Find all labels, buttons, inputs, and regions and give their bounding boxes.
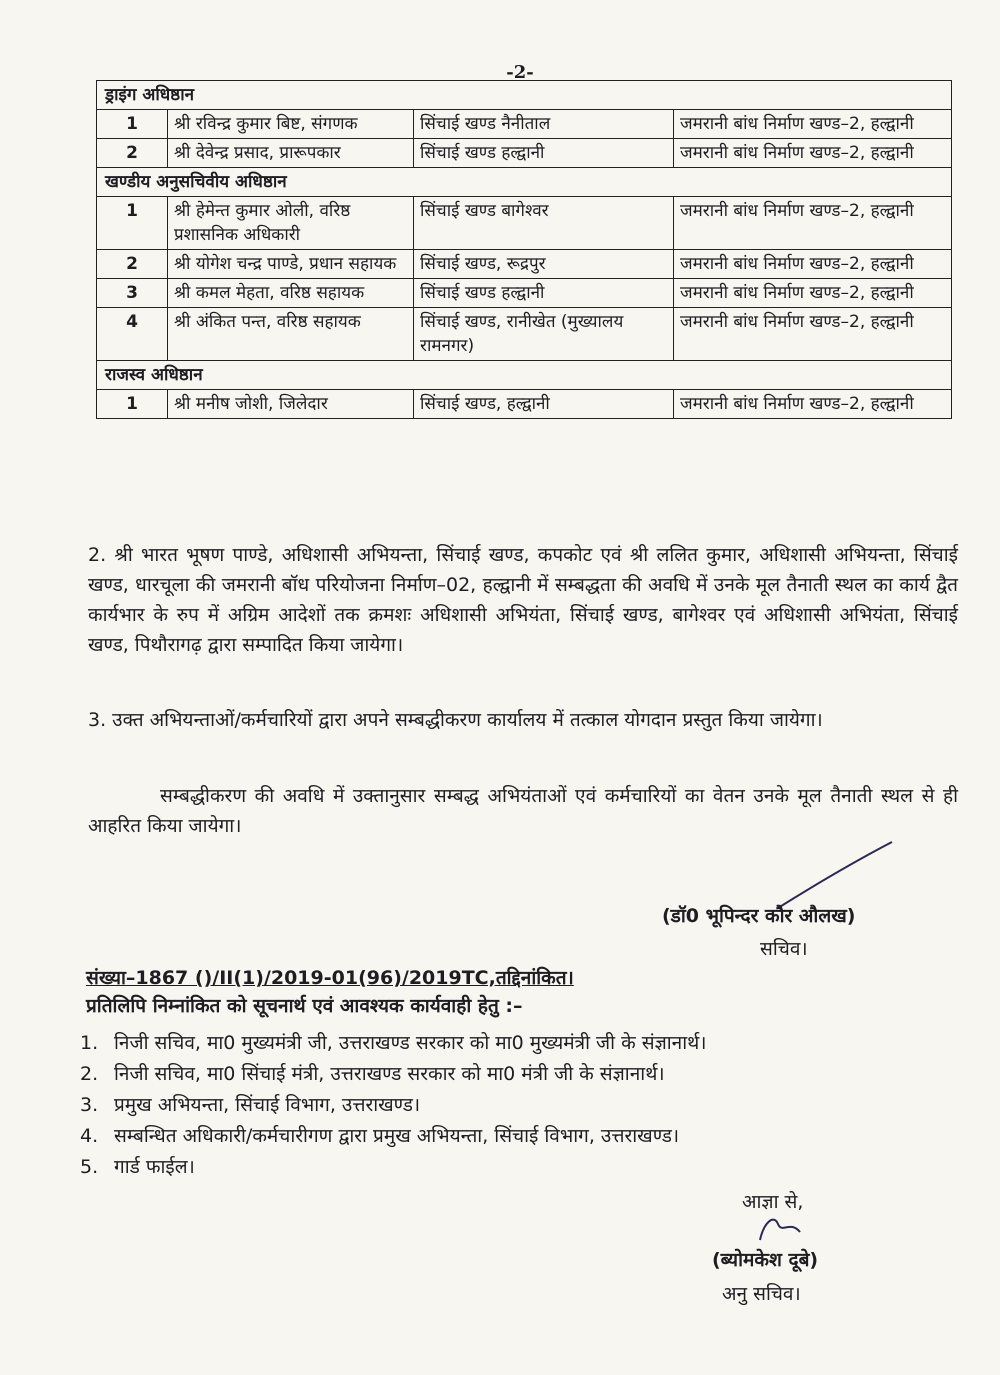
list-item-number: 5.	[80, 1156, 99, 1178]
reference-number: संख्या–1867 ()/II(1)/2019-01(96)/2019TC,तद्दिनांकित।	[86, 967, 574, 989]
list-item-number: 2.	[80, 1063, 99, 1085]
section-heading-row	[97, 81, 952, 110]
list-item-text: निजी सचिव, मा0 मुख्यमंत्री जी, उत्तराखण्ड सरकार को मा0 मुख्यमंत्री जी के संज्ञानार्थ।	[114, 1032, 707, 1054]
current-posting-cell: सिंचाई खण्ड हल्द्वानी	[414, 139, 674, 168]
serial-number-cell: 2	[97, 250, 168, 279]
serial-number-cell: 1	[97, 197, 168, 250]
section-heading-row	[97, 168, 952, 197]
attached-to-cell: जमरानी बांध निर्माण खण्ड–2, हल्द्वानी	[674, 110, 952, 139]
list-item-number: 3.	[80, 1094, 99, 1116]
serial-number-cell: 4	[97, 308, 168, 361]
undersecretary-title: अनु सचिव।	[722, 1283, 801, 1305]
list-item	[80, 1090, 940, 1121]
serial-number-cell: 2	[97, 139, 168, 168]
current-posting-cell: सिंचाई खण्ड, रूद्रपुर	[414, 250, 674, 279]
table-row	[97, 279, 952, 308]
signatory-title: सचिव।	[760, 938, 808, 960]
list-item-number: 4.	[80, 1125, 99, 1147]
serial-number-cell: 1	[97, 390, 168, 419]
list-item-text: गार्ड फाईल।	[114, 1156, 195, 1178]
attached-to-cell: जमरानी बांध निर्माण खण्ड–2, हल्द्वानी	[674, 308, 952, 361]
employee-name-cell: श्री रविन्द्र कुमार बिष्ट, संगणक	[168, 110, 414, 139]
list-item-text: सम्बन्धित अधिकारी/कर्मचारीगण द्वारा प्रमुख अभियन्ता, सिंचाई विभाग, उत्तराखण्ड।	[114, 1125, 680, 1147]
serial-number-cell: 1	[97, 110, 168, 139]
employee-name-cell: श्री अंकित पन्त, वरिष्ठ सहायक	[168, 308, 414, 361]
table-row	[97, 139, 952, 168]
initials-mark	[750, 1210, 810, 1245]
table-row	[97, 390, 952, 419]
paragraph-4: सम्बद्धीकरण की अवधि में उक्तानुसार सम्बद्ध अभियंताओं एवं कर्मचारियों का वेतन उनके मूल तैनाती स्थल से ही आहरित किया जायेगा।	[88, 785, 958, 837]
undersecretary-name: (ब्योमकेश दूबे)	[712, 1249, 819, 1271]
list-item	[80, 1152, 940, 1183]
attached-to-cell: जमरानी बांध निर्माण खण्ड–2, हल्द्वानी	[674, 250, 952, 279]
table-row	[97, 110, 952, 139]
table-row	[97, 308, 952, 361]
list-item-text: निजी सचिव, मा0 सिंचाई मंत्री, उत्तराखण्ड सरकार को मा0 मंत्री जी के संज्ञानार्थ।	[114, 1063, 665, 1085]
attached-to-cell: जमरानी बांध निर्माण खण्ड–2, हल्द्वानी	[674, 279, 952, 308]
allocation-table	[96, 80, 952, 419]
table-row	[97, 197, 952, 250]
copy-heading: प्रतिलिपि निम्नांकित को सूचनार्थ एवं आवश्यक कार्यवाही हेतु :–	[86, 995, 523, 1017]
current-posting-cell: सिंचाई खण्ड नैनीताल	[414, 110, 674, 139]
paragraph-3: 3. उक्त अभियन्ताओं/कर्मचारियों द्वारा अपने सम्बद्धीकरण कार्यालय में तत्काल योगदान प्रस्तुत किया जायेगा।	[88, 709, 823, 731]
employee-name-cell: श्री मनीष जोशी, जिलेदार	[168, 390, 414, 419]
section-heading: ड्राइंग अधिष्ठान	[97, 81, 952, 110]
employee-name-cell: श्री योगेश चन्द्र पाण्डे, प्रधान सहायक	[168, 250, 414, 279]
current-posting-cell: सिंचाई खण्ड हल्द्वानी	[414, 279, 674, 308]
table-row	[97, 250, 952, 279]
by-order-text: आज्ञा से,	[742, 1191, 804, 1213]
list-item	[80, 1121, 940, 1152]
list-item-text: प्रमुख अभियन्ता, सिंचाई विभाग, उत्तराखण्ड।	[114, 1094, 421, 1116]
list-item	[80, 1028, 940, 1059]
serial-number-cell: 3	[97, 279, 168, 308]
section-heading-row	[97, 361, 952, 390]
current-posting-cell: सिंचाई खण्ड, रानीखेत (मुख्यालय रामनगर)	[414, 308, 674, 361]
page-number: -2-	[506, 62, 534, 83]
employee-name-cell: श्री हेमेन्त कुमार ओली, वरिष्ठ प्रशासनिक अधिकारी	[168, 197, 414, 250]
current-posting-cell: सिंचाई खण्ड बागेश्वर	[414, 197, 674, 250]
list-item	[80, 1059, 940, 1090]
copy-list	[80, 1028, 940, 1183]
section-heading: खण्डीय अनुसचिवीय अधिष्ठान	[97, 168, 952, 197]
paragraph-2: 2. श्री भारत भूषण पाण्डे, अधिशासी अभियन्ता, सिंचाई खण्ड, कपकोट एवं श्री ललित कुमार, अधिशासी अभियन्ता, सिंचाई खण्ड, धारचूला की जमरानी बॉध परियोजना निर्माण–02, हल्द्वानी में सम्बद्धता की अवधि में उनके मूल तैनाती स्थल का कार्य द्वैत कार्यभार के रुप में अग्रिम आदेशों तक क्रमशः अधिशासी अभियंता, सिंचाई खण्ड, बागेश्वर एवं अधिशासी अभियंता, सिंचाई खण्ड, पिथौरागढ़ द्वारा सम्पादित किया जायेगा।	[88, 544, 958, 656]
list-item-number: 1.	[80, 1032, 99, 1054]
signatory-name: (डॉ0 भूपिन्दर कौर औलख)	[662, 905, 856, 927]
attached-to-cell: जमरानी बांध निर्माण खण्ड–2, हल्द्वानी	[674, 197, 952, 250]
section-heading: राजस्व अधिष्ठान	[97, 361, 952, 390]
employee-name-cell: श्री देवेन्द्र प्रसाद, प्रारूपकार	[168, 139, 414, 168]
employee-name-cell: श्री कमल मेहता, वरिष्ठ सहायक	[168, 279, 414, 308]
attached-to-cell: जमरानी बांध निर्माण खण्ड–2, हल्द्वानी	[674, 139, 952, 168]
attached-to-cell: जमरानी बांध निर्माण खण्ड–2, हल्द्वानी	[674, 390, 952, 419]
current-posting-cell: सिंचाई खण्ड, हल्द्वानी	[414, 390, 674, 419]
